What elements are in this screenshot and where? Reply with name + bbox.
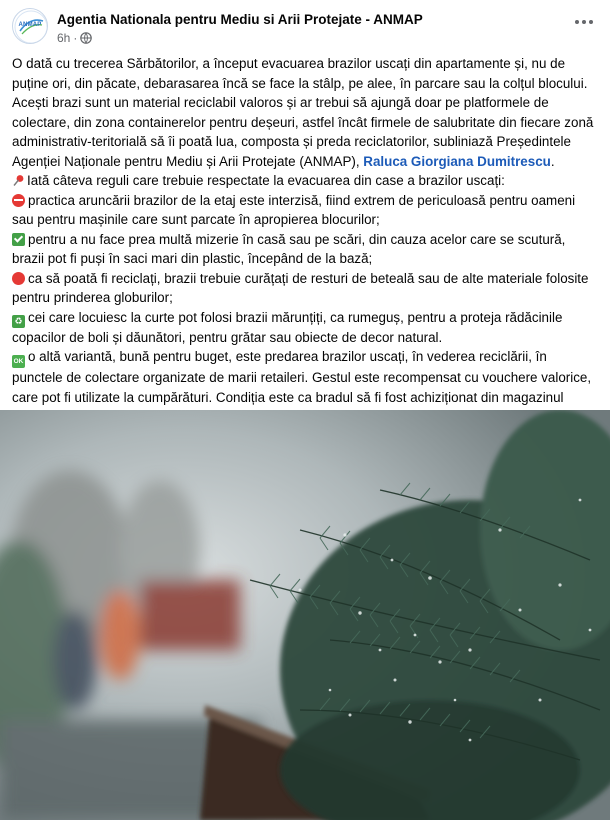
pushpin-emoji-icon: [12, 174, 25, 187]
rule-item-2: [12, 230, 598, 269]
no-entry-emoji-icon: [12, 194, 25, 207]
rule-2-text: pentru a nu face prea multă mizerie în casă sau pe scări, din cauza acelor care se scutură, brazii pot fi puși în saci mari din plastic, începând de la bază;: [12, 231, 566, 266]
check-mark-emoji-icon: [12, 233, 25, 246]
post-timestamp[interactable]: 6h: [57, 31, 71, 45]
more-options-button[interactable]: [572, 10, 596, 34]
red-circle-emoji-icon: [12, 272, 25, 285]
post-body: [0, 54, 610, 427]
ok-button-emoji-icon: OK: [12, 355, 25, 368]
rule-item-4: [12, 308, 598, 348]
recycle-emoji-icon: ♻: [12, 315, 25, 328]
page-avatar[interactable]: [12, 8, 48, 44]
intro-end: .: [550, 153, 555, 169]
more-horizontal-icon: [574, 19, 594, 25]
rule-item-3: [12, 269, 598, 308]
post-meta: [57, 31, 92, 45]
mention-link[interactable]: Raluca Giorgiana Dumitrescu: [363, 153, 551, 169]
rule-3-text: ca să poată fi reciclați, brazii trebuie curățați de resturi de beteală sau de alte materiale folosite pentru prinderea globurilor;: [12, 270, 589, 305]
post-photo[interactable]: [0, 410, 610, 820]
rule-5-text: o altă variantă, bună pentru buget, este predarea brazilor uscați, în vederea reciclării, în punctele de colectare organizate de marii retaileri. Gestul este recompensat cu vouchere valorice, care pot fi utilizate la cumpărături. Condiția este ca bradul să fi fost achiziționat din magazinul: [12, 349, 592, 405]
post-header: [0, 0, 610, 54]
post-intro-paragraph: [12, 54, 598, 171]
rule-1-text: practica aruncării brazilor de la etaj este interzisă, fiind extrem de periculoasă pentru oameni sau pentru mașinile care sunt parcate în apropierea blocurilor;: [12, 192, 576, 227]
rule-4-text: cei care locuiesc la curte pot folosi brazii mărunțiți, ca rumeguș, pentru a proteja rădăcinile copacilor de boli și dăunători, pentru grătar sau obiecte de decor natural.: [12, 309, 563, 345]
rule-item-1: [12, 191, 598, 230]
rules-intro-text: Iată câteva reguli care trebuie respectate la evacuarea din case a brazilor uscați:: [27, 173, 505, 188]
fir-branches-photo: [0, 410, 610, 820]
page-name-link[interactable]: Agentia Nationala pentru Mediu si Arii Protejate - ANMAP: [57, 12, 423, 27]
meta-separator: ·: [73, 31, 78, 45]
avatar-logo-text: ANMAP: [18, 22, 42, 28]
rules-intro-line: [12, 171, 598, 191]
globe-icon[interactable]: [80, 32, 92, 44]
intro-text: O dată cu trecerea Sărbătorilor, a început evacuarea brazilor uscați din apartamente și, nu de puține ori, din păcate, debarasarea încă se face la stâlp, pe alee, în parcare sau la colțul blocului. Acești brazi sunt un material reciclabil valoros și ar trebui să ajungă doar pe platformele de colectare, din zona containerelor pentru deșeuri, astfel încât firmele de salubritate din fiecare zonă administrativ-teritorială să îi poată lua, composta și preda reciclatorilor, subliniază Președintele Agenției Naționale pentru Mediu și Arii Protejate (ANMAP),: [12, 56, 594, 169]
